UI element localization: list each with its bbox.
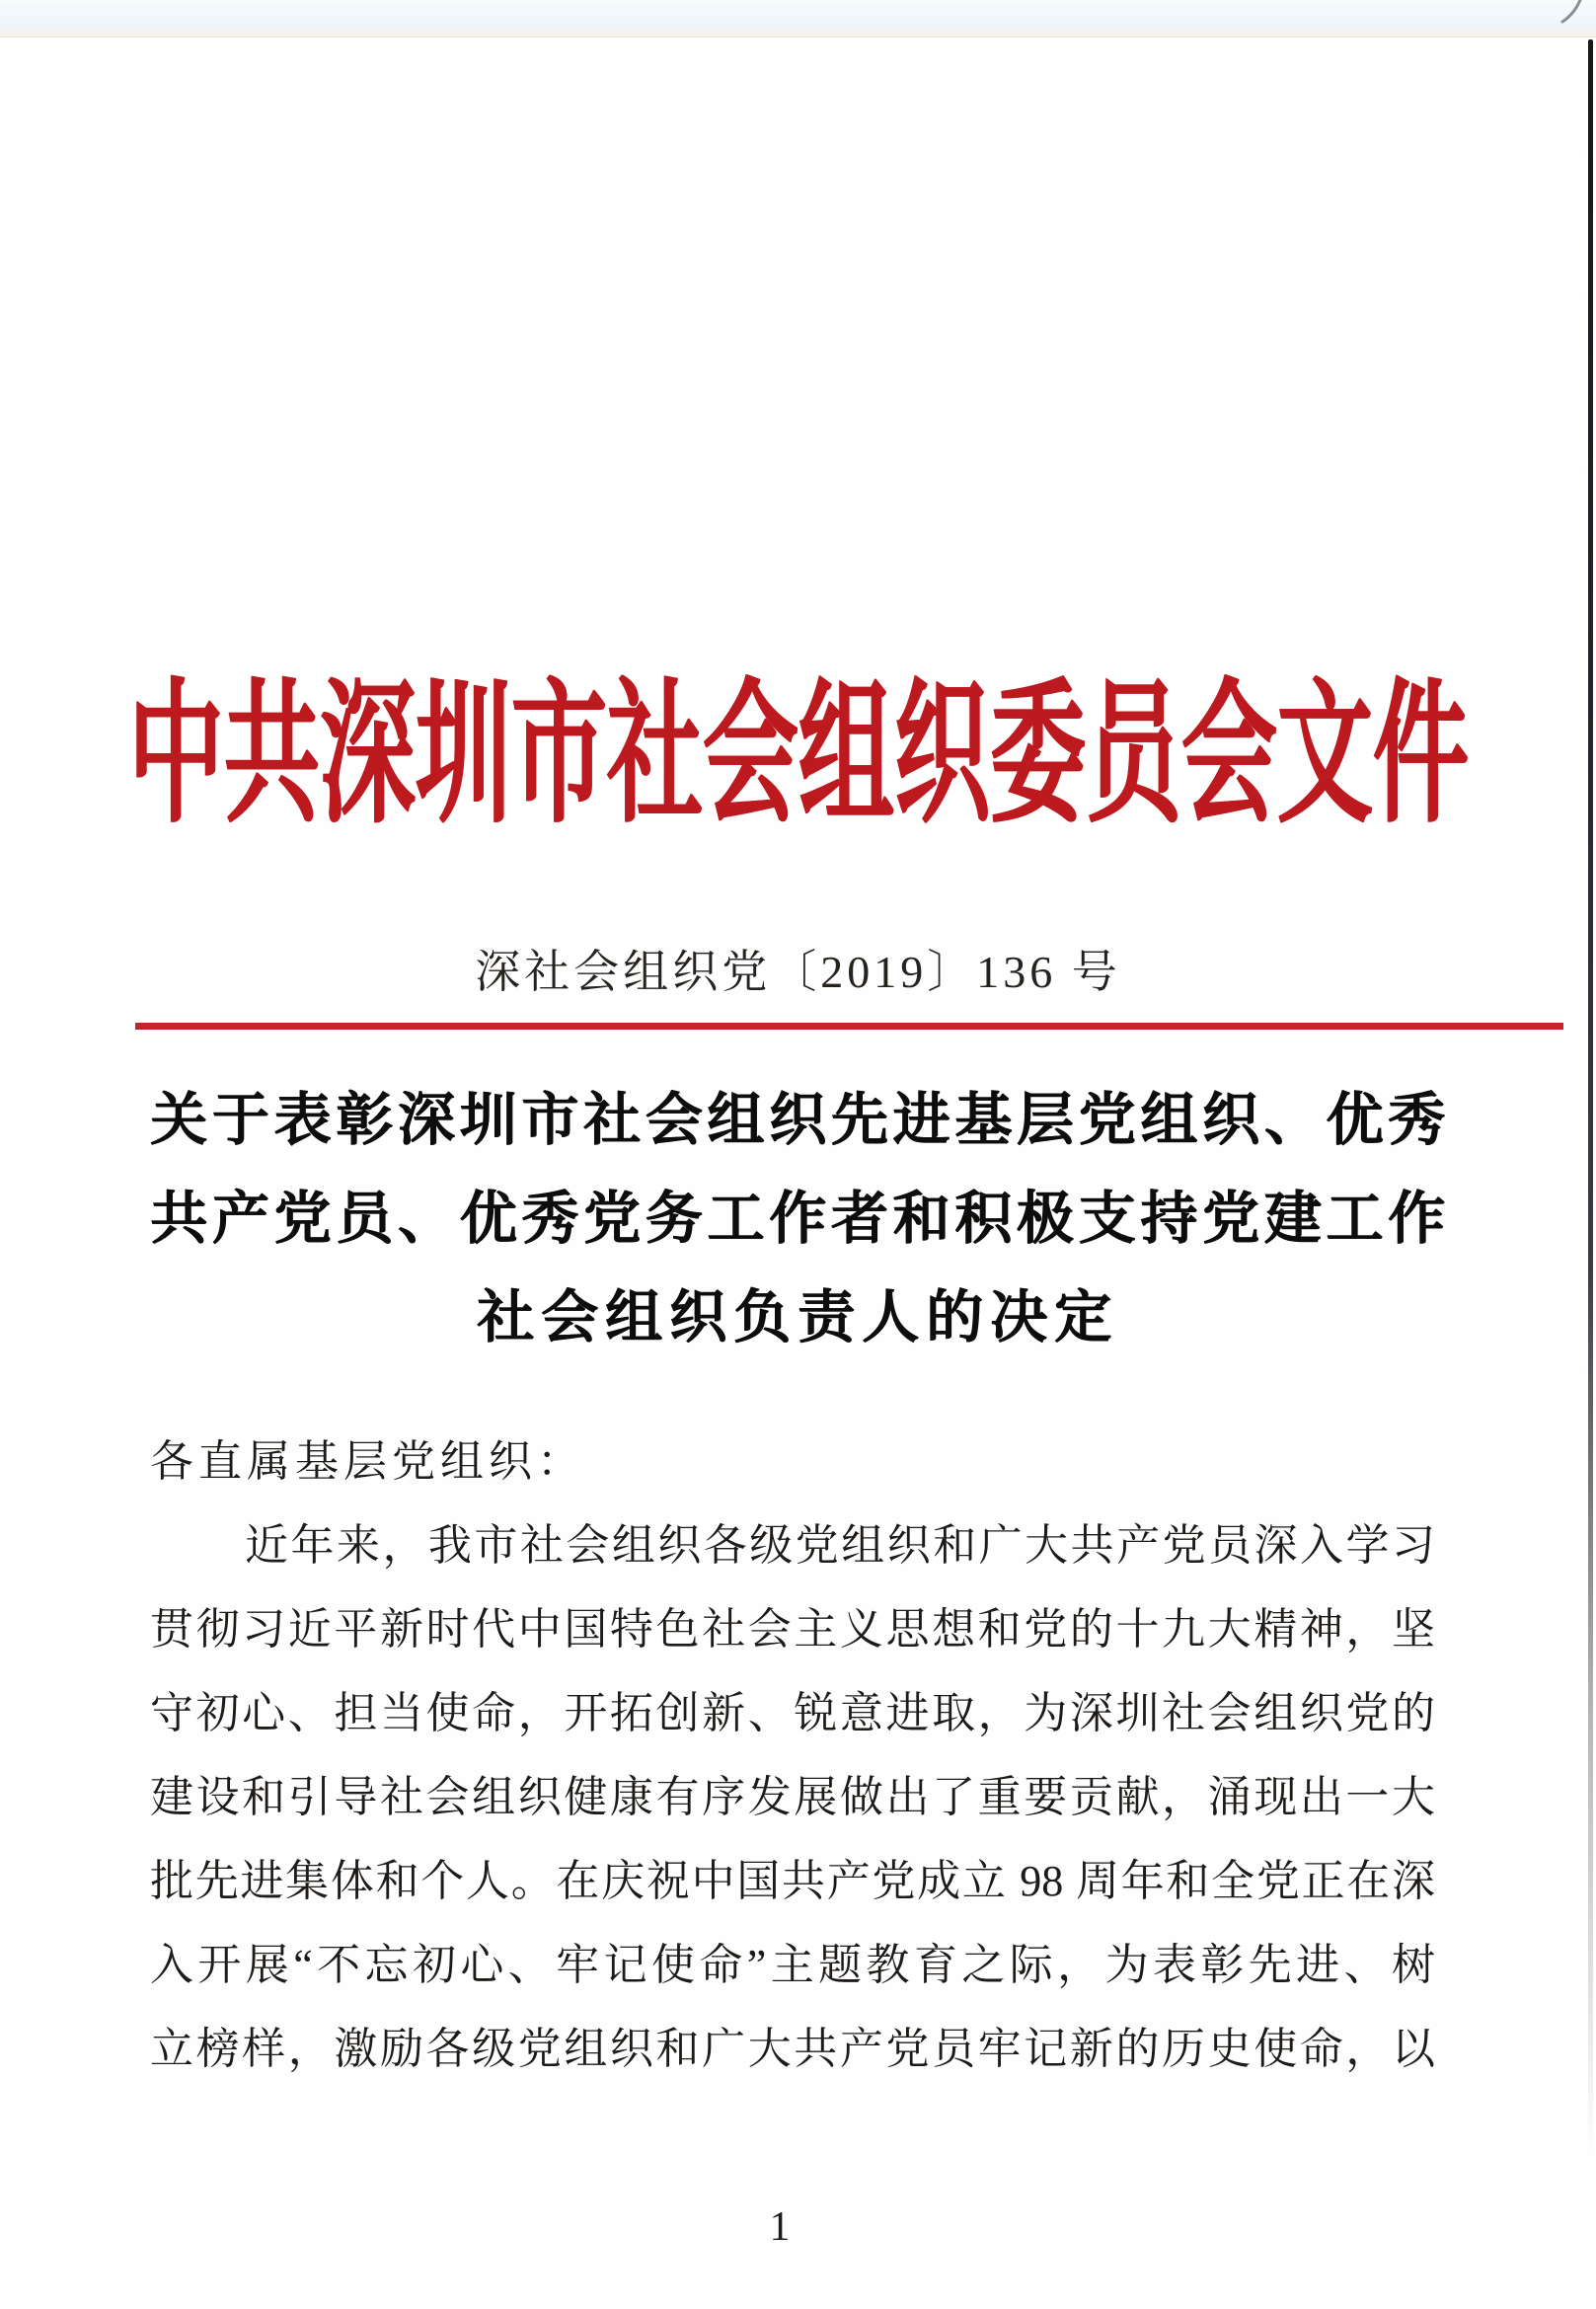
body-line: 贯彻习近平新时代中国特色社会主义思想和党的十九大精神，坚: [150, 1605, 1435, 1654]
letterhead-org-title: 中共深圳市社会组织委员会文件: [127, 669, 1469, 842]
document-body: [150, 1420, 1435, 2091]
scan-top-edge-band: [0, 0, 1596, 38]
document-title: [150, 1071, 1445, 1367]
letterhead: [0, 642, 1596, 842]
document-number: 深社会组织党〔2019〕136 号: [475, 947, 1121, 997]
red-divider-rule: [135, 1023, 1563, 1030]
body-line: 近年来，我市社会组织各级党组织和广大共产党员深入学习: [245, 1521, 1435, 1570]
body-line: 入开展“不忘初心、牢记使命”主题教育之际，为表彰先进、树: [150, 1941, 1435, 1989]
body-line: 建设和引导社会组织健康有序发展做出了重要贡献，涌现出一大: [150, 1773, 1435, 1821]
page-number: 1: [769, 2204, 791, 2250]
body-line: 批先进集体和个人。在庆祝中国共产党成立 98 周年和全党正在深: [150, 1857, 1435, 1905]
salutation-line: 各直属基层党组织：: [150, 1437, 585, 1486]
body-line: 守初心、担当使命，开拓创新、锐意进取，为深圳社会组织党的: [150, 1689, 1435, 1737]
document-title-line-3: 社会组织负责人的决定: [476, 1285, 1118, 1349]
body-line: 立榜样，激励各级党组织和广大共产党员牢记新的历史使命，以: [150, 2025, 1435, 2073]
document-title-line-1: 关于表彰深圳市社会组织先进基层党组织、优秀: [150, 1088, 1445, 1152]
document-title-line-2: 共产党员、优秀党务工作者和积极支持党建工作: [150, 1187, 1445, 1251]
scan-right-edge-shadow: [1588, 39, 1593, 2271]
scan-corner-mark-icon: [1545, 0, 1584, 26]
